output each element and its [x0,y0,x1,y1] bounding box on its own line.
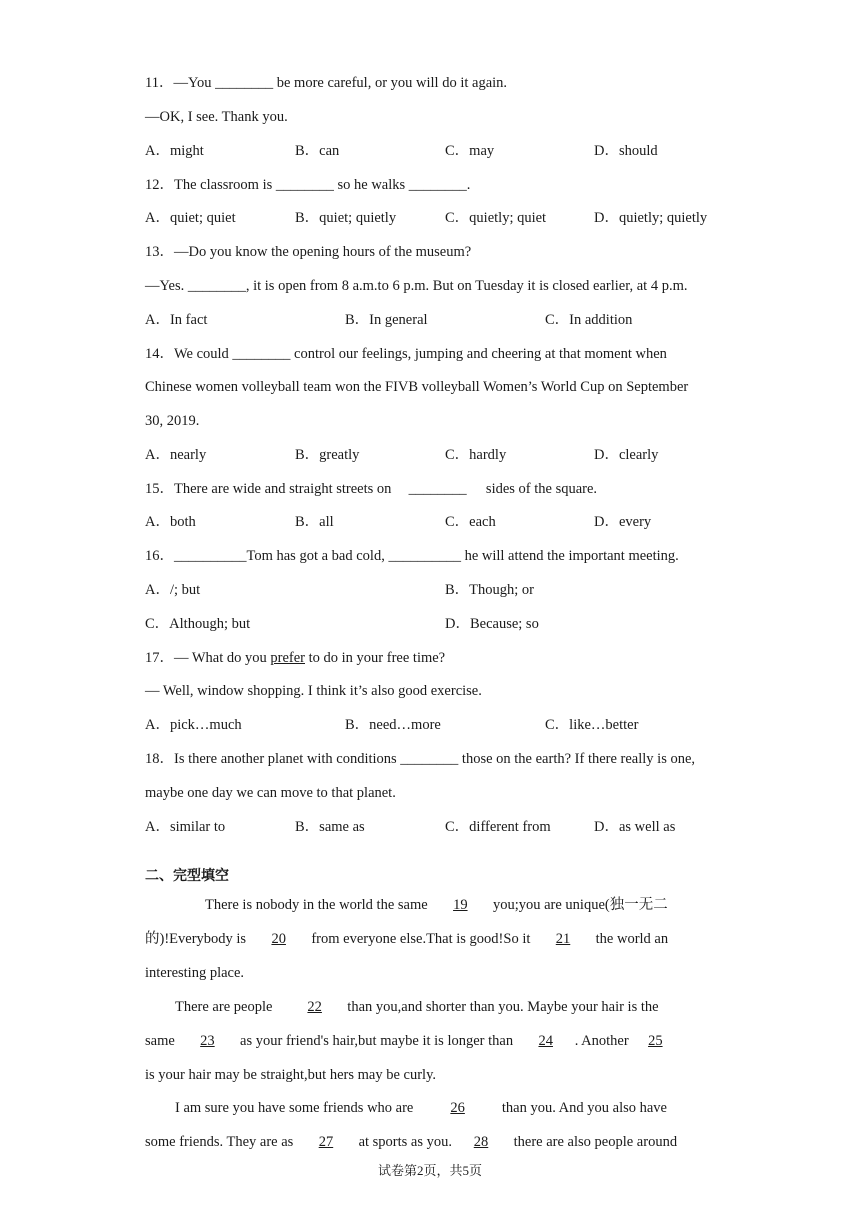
q11-option-b: B．can [295,143,340,159]
blank-27: 27 [318,1134,334,1150]
q14-option-d: D．clearly [594,447,659,463]
cloze-p3-line1 [175,1098,667,1118]
section-title-cloze: 二、完型填空 [145,868,229,884]
cloze-text: than you,and shorter than you. Maybe your hair is the [347,999,659,1015]
q15-blank: ________ [408,481,467,497]
cloze-p2-line1 [175,997,659,1017]
q17-option-a: A．pick…much [145,717,242,733]
q12-option-b: B．quiet; quietly [295,210,397,226]
q18-option-b: B．same as [295,819,365,835]
q15-option-d: D．every [594,514,652,530]
blank-21: 21 [555,931,571,947]
cloze-text: from everyone else.That is good!So it [311,931,531,947]
q18-stem-line2: maybe one day we can move to that planet. [145,785,396,801]
q11-reply: —OK, I see. Thank you. [145,109,288,125]
cloze-p1-line1 [205,895,668,915]
cloze-p2-line2 [145,1031,678,1051]
q12-option-a: A．quiet; quiet [145,210,236,226]
cloze-text: There is nobody in the world the same [205,897,428,913]
q12-stem: 12．The classroom is ________ so he walks ________. [145,177,471,193]
q15-stem-start: 15．There are wide and straight streets on [145,481,392,497]
cloze-text: I am sure you have some friends who are [175,1100,414,1116]
q12-option-d: D．quietly; quietly [594,210,708,226]
q16-option-c: C．Although; but [145,616,251,632]
q18-option-a: A．similar to [145,819,226,835]
q14-option-b: B．greatly [295,447,360,463]
q14-option-a: A．nearly [145,447,207,463]
page-footer: 试卷第2页，共5页 [377,1163,482,1178]
q16-stem: 16．__________Tom has got a bad cold, __________ he will attend the important meeting. [145,548,679,564]
q17-stem-end: to do in your free time? [305,650,446,666]
q18-option-c: C．different from [445,819,551,835]
q15-stem [145,479,597,499]
q11-stem: 11．—You ________ be more careful, or you will do it again. [145,75,508,91]
q12-option-c: C．quietly; quiet [445,210,547,226]
q15-stem-end: sides of the square. [485,481,598,497]
q11-option-c: C．may [445,143,495,159]
q18-option-d: D．as well as [594,819,676,835]
q13-reply: —Yes. ________, it is open from 8 a.m.to 6 p.m. But on Tuesday it is closed earlier, at 4 p.m. [145,278,688,294]
blank-28: 28 [473,1134,489,1150]
cloze-text: . Another [574,1033,629,1049]
cloze-p1-line2 [145,929,668,949]
q17-option-b: B．need…more [345,717,441,733]
q13-option-a: A．In fact [145,312,208,328]
q17-underlined-word: prefer [270,650,305,666]
blank-26: 26 [450,1100,465,1116]
q14-stem-line1: 14．We could ________ control our feelings, jumping and cheering at that moment when [145,346,667,362]
q16-option-b: B．Though; or [445,582,535,598]
cloze-text: there are also people around [513,1134,678,1150]
q17-stem-start: 17．— What do you [145,650,271,666]
q18-stem-line1: 18．Is there another planet with conditions ________ those on the earth? If there really is one, [145,751,696,767]
q14-option-c: C．hardly [445,447,507,463]
cloze-text: 的)!Everybody is [145,931,247,947]
blank-23: 23 [200,1033,215,1049]
cloze-p2-line3: is your hair may be straight,but hers may be curly. [145,1067,436,1083]
q11-option-a: A．might [145,143,204,159]
q17-option-c: C．like…better [545,717,639,733]
blank-24: 24 [538,1033,553,1049]
q15-option-c: C．each [445,514,496,530]
cloze-p3-line2 [145,1132,677,1152]
cloze-text: There are people [175,999,273,1015]
blank-25: 25 [648,1033,663,1049]
cloze-text: at sports as you. [358,1134,452,1150]
q14-stem-line2: Chinese women volleyball team won the FIVB volleyball Women’s World Cup on September [145,379,689,395]
q11-option-d: D．should [594,143,658,159]
cloze-text: same [145,1033,175,1049]
q16-option-d: D．Because; so [445,616,539,632]
cloze-text: you;you are unique(独一无二 [492,897,668,913]
q13-stem: 13．—Do you know the opening hours of the museum? [145,244,472,260]
q17-stem [145,648,445,668]
cloze-text: the world an [595,931,669,947]
q14-stem-line3: 30, 2019. [145,413,200,429]
blank-19: 19 [453,897,468,913]
q13-option-c: C．In addition [545,312,633,328]
cloze-text: some friends. They are as [145,1134,294,1150]
q15-option-a: A．both [145,514,196,530]
q16-option-a: A．/; but [145,582,201,598]
blank-20: 20 [271,931,286,947]
q15-option-b: B．all [295,514,334,530]
cloze-p1-line3: interesting place. [145,965,245,981]
blank-22: 22 [307,999,322,1015]
cloze-text: as your friend's hair,but maybe it is longer than [240,1033,514,1049]
q17-reply: — Well, window shopping. I think it’s also good exercise. [145,683,482,699]
q13-option-b: B．In general [345,312,428,328]
cloze-text: than you. And you also have [501,1100,667,1116]
